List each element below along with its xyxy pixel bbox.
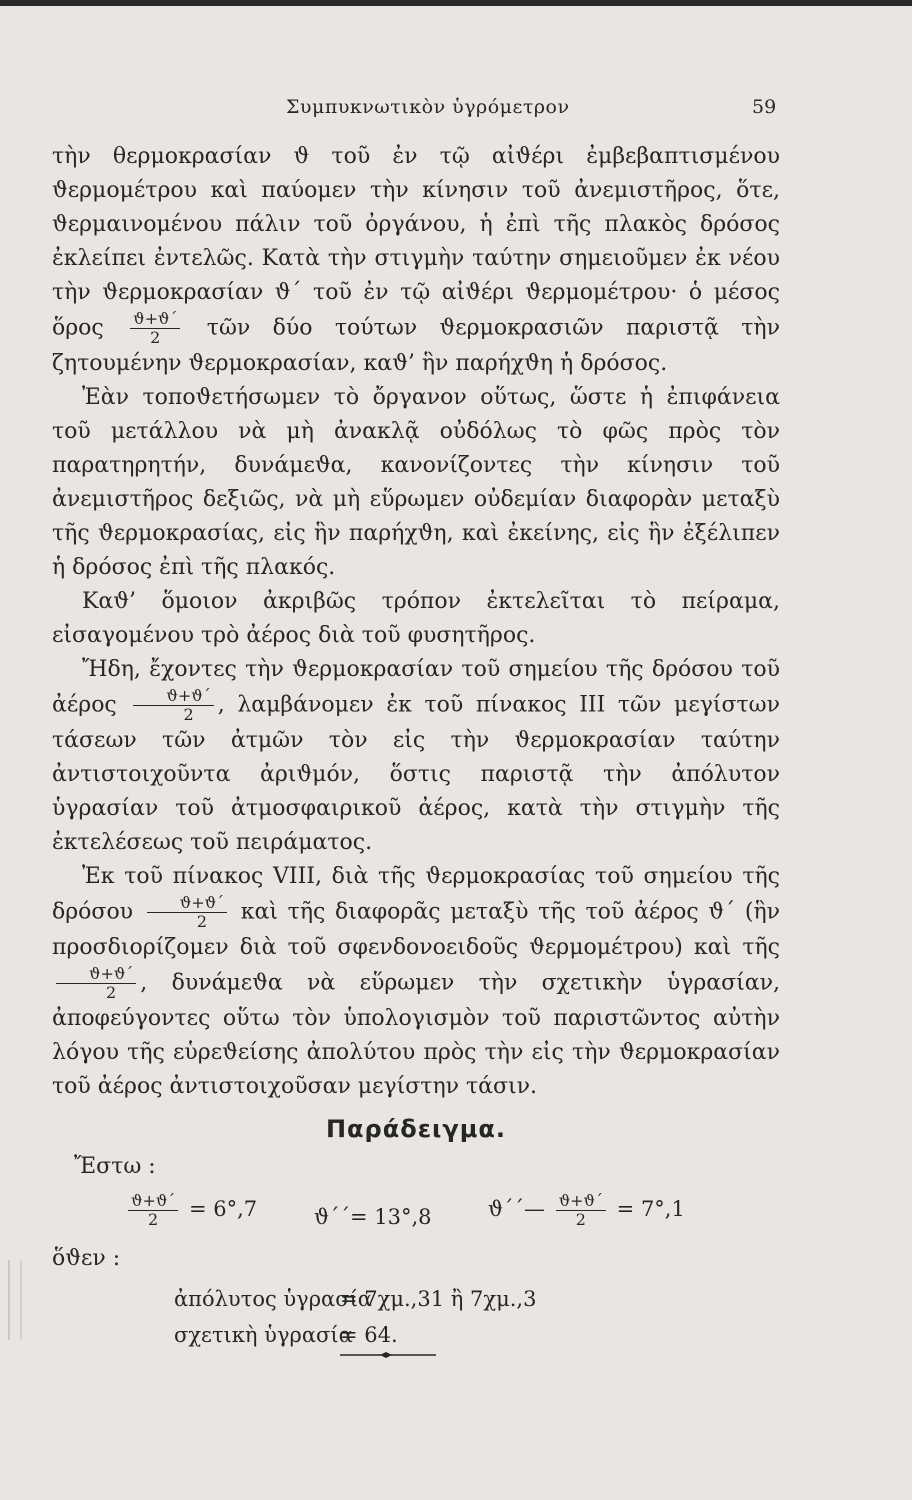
paragraph-1-text-b: τῶν δύο τούτων ϑερμοκρασιῶν παριστᾷ τὴν ζητουμένην ϑερμοκρασίαν, καϑ’ ἣν παρήχϑη ἡ δρόσος. [52,315,780,376]
binding-mark [8,1260,22,1340]
fraction-numerator: ϑ+ϑ΄ [130,310,180,329]
fraction-dew-point [147,894,227,931]
fraction-mean-temperature [130,310,180,347]
equation-mean-value: = 6°,7 [188,1197,258,1221]
fraction-numerator: ϑ+ϑ΄ [56,965,136,984]
paragraph-5-text-c: , δυνάμεϑα νὰ εὕρωμεν τὴν σχετικὴν ὑγρασίαν, ἀποφεύγοντες οὕτω τὸν ὑπολογισμὸν τοῦ παριστῶντος αὐτὴν λόγου τῆς εὑρεϑείσης ἀπολύτου πρὸς τὴν εἰς τὴν ϑερμοκρασίαν τοῦ ἀέρος ἀντιστοιχοῦσαν μεγίστην τάσιν. [52,970,780,1099]
paragraph-1-text-a: τὴν θερμοκρασίαν ϑ τοῦ ἐν τῷ αἰϑέρι ἐμβεβαπτισμένου ϑερμομέτρου καὶ παύομεν τὴν κίνησιν τοῦ ἀνεμιστῆρος, ὅτε, ϑερμαινομένου πάλιν τοῦ ὀργάνου, ἡ ἐπὶ τῆς πλακὸς δρόσος ἐκλείπει ἐντελῶς. Κατὰ τὴν στιγμὴν ταύτην σημειοῦμεν ἐκ νέου τὴν ϑερμοκρασίαν ϑ΄ τοῦ ἐν τῷ αἰϑέρι ϑερμομέτρου· ὁ μέσος ὅρος [52,144,780,341]
fraction-denominator: 2 [183,705,194,724]
absolute-humidity-row [52,1282,780,1318]
fraction-numerator: ϑ+ϑ΄ [556,1192,606,1211]
page-body [52,140,780,1354]
equation-air-temp: ϑ΄΄= 13°,8 [314,1205,432,1229]
example-equations [52,1184,780,1242]
equation-mean [124,1192,257,1229]
running-head-title: Συμπυκνωτικὸν ὑγρόμετρον [286,96,570,118]
fraction-numerator: ϑ+ϑ΄ [128,1192,178,1211]
fraction-numerator: ϑ+ϑ΄ [133,687,213,706]
end-ornament [340,1350,436,1360]
fraction-dew-point [56,965,136,1002]
fraction-mean [556,1192,606,1229]
paragraph-4-text-b: , λαμβάνομεν ἐκ τοῦ πίνακος III τῶν μεγίστων τάσεων τῶν ἀτμῶν τὸν εἰς τὴν ϑερμοκρασίαν ταύτην ἀντιστοιχοῦντα ἀριϑμόν, ὅστις παριστᾷ τὴν ἀπόλυτον ὑγρασίαν τοῦ ἀτμοσφαιρικοῦ ἀέρος, κατὰ τὴν στιγμὴν τῆς ἐκτελέσεως τοῦ πειράματος. [52,692,780,855]
therefore-label: ὅϑεν : [52,1246,121,1271]
paragraph-1 [52,140,780,381]
paragraph-4 [52,653,780,860]
absolute-humidity-label: ἀπόλυτος ὑγρασία [174,1287,372,1311]
absolute-humidity-value: = 7χμ.,31 ἢ 7χμ.,3 [340,1287,537,1311]
equation-difference-value: = 7°,1 [616,1197,685,1221]
fraction-denominator: 2 [148,1210,159,1229]
fraction-denominator: 2 [196,912,207,931]
paragraph-5 [52,860,780,1104]
example-given-label: Ἔστω : [74,1154,156,1179]
relative-humidity-value: = 64. [340,1323,398,1347]
scan-top-edge [0,0,912,6]
example-heading: Παράδειγμα. [325,1115,507,1143]
relative-humidity-row [52,1318,780,1354]
fraction-denominator: 2 [106,983,117,1002]
fraction-mean [128,1192,178,1229]
page-number: 59 [752,96,777,118]
paragraph-5-text-a: Ἐκ τοῦ πίνακος VIII, διὰ τῆς ϑερμοκρασίας τοῦ σημείου τῆς δρόσου [52,864,780,925]
fraction-dew-point [133,687,213,724]
relative-humidity-label: σχετικὴ ὑγρασία [174,1323,353,1347]
paragraph-5-text-b: καὶ τῆς διαφορᾶς μεταξὺ τῆς τοῦ ἀέρος ϑ΄ (ἣν προσδιορίζομεν διὰ τοῦ σφενδονοειδοῦς ϑερμομέτρου) καὶ τῆς [52,899,780,960]
therefore-row [52,1242,780,1282]
fraction-denominator: 2 [575,1210,586,1229]
paragraph-2: Ἐὰν τοποϑετήσωμεν τὸ ὄργανον οὕτως, ὥστε ἡ ἐπιφάνεια τοῦ μετάλλου νὰ μὴ ἀνακλᾷ οὐδόλως τὸ φῶς πρὸς τὸν παρατηρητήν, δυνάμεϑα, κανονίζοντες τὴν κίνησιν τοῦ ἀνεμιστῆρος δεξιῶς, νὰ μὴ εὕρωμεν οὐδεμίαν διαφορὰν μεταξὺ τῆς ϑερμοκρασίας, εἰς ἣν παρήχϑη, καὶ ἐκείνης, εἰς ἣν ἐξέλιπεν ἡ δρόσος ἐπὶ τῆς πλακός. [52,385,780,580]
fraction-denominator: 2 [150,328,161,347]
paragraph-3: Καϑ’ ὅμοιον ἀκριβῶς τρόπον ἐκτελεῖται τὸ πείραμα, εἰσαγομένου τρὸ ἀέρος διὰ τοῦ φυσητῆρος. [52,589,780,648]
paragraph-4-text-a: Ἤδη, ἔχοντες τὴν ϑερμοκρασίαν τοῦ σημείου τῆς δρόσου τοῦ ἀέρος [52,657,780,718]
equation-difference [488,1192,685,1229]
equation-difference-lhs: ϑ΄΄— [488,1197,546,1221]
fraction-numerator: ϑ+ϑ΄ [147,894,227,913]
